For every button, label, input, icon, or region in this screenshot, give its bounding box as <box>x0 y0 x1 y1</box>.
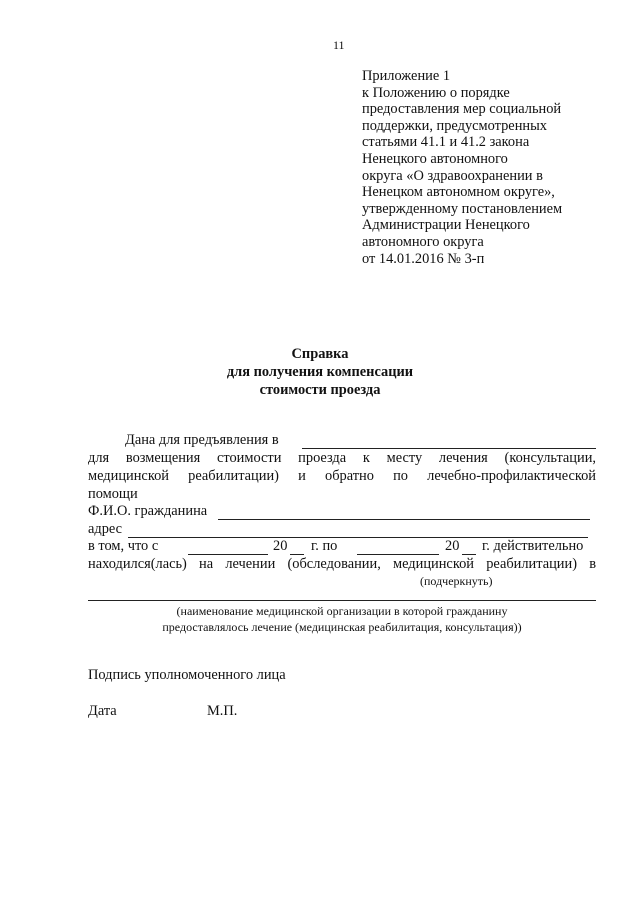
appendix-line: Ненецком автономном округе», <box>362 184 555 201</box>
appendix-line: автономного округа <box>362 233 484 250</box>
purpose-line-2: медицинской реабилитации) и обратно по лечебно-профилактической <box>88 468 596 484</box>
treatment-line: находился(лась) на лечении (обследовании, медицинской реабилитации) в <box>88 556 596 572</box>
g-po-label: г. по <box>311 538 338 554</box>
appendix-line: округа «О здравоохранении в <box>362 167 543 184</box>
appendix-line: Администрации Ненецкого <box>362 217 530 234</box>
year-to-field[interactable] <box>462 554 476 555</box>
signature-label: Подпись уполномоченного лица <box>88 667 286 683</box>
purpose-line-3: помощи <box>88 486 138 502</box>
appendix-line: Приложение 1 <box>362 68 451 84</box>
appendix-line: утвержденному постановлением <box>362 200 563 217</box>
appendix-line: к Положению о порядке <box>362 84 510 101</box>
appendix-line: предоставления мер социальной <box>362 101 562 118</box>
fio-field[interactable] <box>218 519 590 520</box>
year-prefix-2: 20 <box>445 538 460 554</box>
address-label: адрес <box>88 521 123 537</box>
page-number: 11 <box>333 38 345 52</box>
date-label: Дата <box>88 703 117 719</box>
year-prefix-1: 20 <box>273 538 288 554</box>
date-to-field[interactable] <box>357 554 439 555</box>
issued-for-field[interactable] <box>302 448 596 449</box>
document-subtitle-1: для получения компенсации <box>226 364 414 380</box>
underline-hint: (подчеркнуть) <box>420 574 493 588</box>
issued-for-label: Дана для предъявления в <box>125 432 279 448</box>
date-from-field[interactable] <box>188 554 268 555</box>
appendix-line: от 14.01.2016 № 3-п <box>362 250 485 267</box>
appendix-header <box>362 68 622 267</box>
fio-label: Ф.И.О. гражданина <box>88 503 208 519</box>
appendix-line: Ненецкого автономного <box>362 150 508 167</box>
purpose-line-1: для возмещения стоимости проезда к месту лечения (консультации, <box>88 450 596 466</box>
stamp-label: М.П. <box>207 703 238 719</box>
period-start-label: в том, что с <box>88 538 159 554</box>
appendix-line: статьями 41.1 и 41.2 закона <box>362 134 530 151</box>
org-note-line-2: предоставлялось лечение (медицинская реабилитация, консультация)) <box>162 620 522 634</box>
g-actually-label: г. действительно <box>482 538 584 554</box>
year-from-field[interactable] <box>290 554 304 555</box>
document-title: Справка <box>291 346 349 362</box>
org-note-line-1: (наименование медицинской организации в которой гражданину <box>176 604 508 618</box>
appendix-line: поддержки, предусмотренных <box>362 117 547 134</box>
document-subtitle-2: стоимости проезда <box>259 382 381 398</box>
organization-field[interactable] <box>88 600 596 601</box>
